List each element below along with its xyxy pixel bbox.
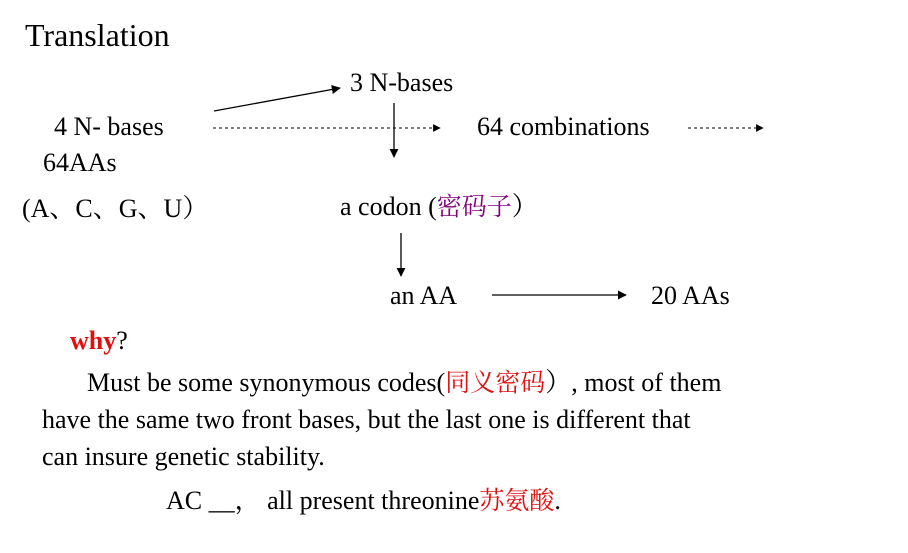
synonymous-codes-chinese: 同义密码 — [445, 368, 546, 397]
explanation-line-3: can insure genetic stability. — [42, 442, 325, 471]
label-four-bases: 4 N- bases — [54, 112, 164, 141]
example-line — [166, 488, 561, 514]
codon-close: ） — [511, 192, 538, 221]
example-period: . — [554, 486, 561, 515]
explanation-line-1 — [87, 370, 721, 396]
label-three-bases: 3 N-bases — [350, 68, 454, 97]
why-question — [70, 328, 128, 354]
label-codon — [340, 194, 538, 220]
explanation-line-2: have the same two front bases, but the last one is different that — [42, 405, 691, 434]
label-an-aa: an AA — [390, 281, 458, 310]
label-acgu: (A、C、G、U） — [22, 194, 209, 223]
label-20-aas: 20 AAs — [651, 281, 730, 310]
codon-text: a codon ( — [340, 192, 437, 221]
label-64-aas: 64AAs — [43, 148, 117, 177]
explanation-line-1-text: Must be some synonymous codes( — [87, 368, 446, 397]
codon-chinese: 密码子 — [436, 192, 512, 221]
label-64-combinations: 64 combinations — [477, 112, 650, 141]
question-mark: ? — [116, 326, 128, 355]
why-word: why — [70, 326, 117, 355]
example-text: AC __， all present threonine — [166, 486, 480, 515]
explanation-line-1-tail: ）, most of them — [545, 368, 722, 397]
arrow-4bases-to-3bases — [214, 88, 340, 111]
threonine-chinese: 苏氨酸 — [479, 486, 555, 515]
page-title: Translation — [25, 17, 170, 53]
